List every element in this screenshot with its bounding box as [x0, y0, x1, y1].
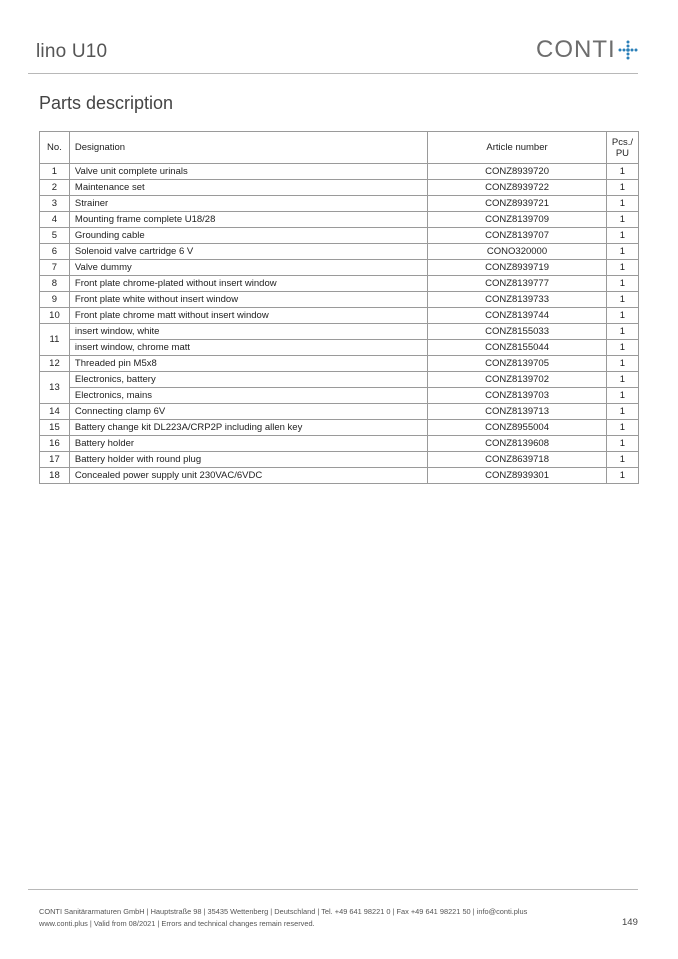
- cell-designation: Battery holder with round plug: [69, 452, 427, 468]
- cell-pcs: 1: [606, 196, 638, 212]
- cell-pcs: 1: [606, 276, 638, 292]
- cell-no: 17: [40, 452, 70, 468]
- cell-article-number: CONZ8139709: [428, 212, 607, 228]
- parts-table: [39, 131, 639, 484]
- cell-pcs: 1: [606, 260, 638, 276]
- cell-no: 4: [40, 212, 70, 228]
- cell-no: 2: [40, 180, 70, 196]
- table-row: [40, 308, 639, 324]
- cell-no: 12: [40, 356, 70, 372]
- section-title: Parts description: [39, 93, 174, 113]
- table-row: [40, 436, 639, 452]
- cell-article-number: CONZ8155044: [428, 340, 607, 356]
- header-pcs-line1: Pcs./: [611, 136, 633, 148]
- table-row: [40, 212, 639, 228]
- cell-article-number: CONZ8139705: [428, 356, 607, 372]
- table-row: [40, 388, 639, 404]
- cell-designation: Solenoid valve cartridge 6 V: [69, 244, 427, 260]
- cell-no: 13: [40, 372, 70, 404]
- cell-no: 10: [40, 308, 70, 324]
- header-divider: [28, 73, 638, 74]
- cell-designation: Battery holder: [69, 436, 427, 452]
- cell-no: 18: [40, 468, 70, 484]
- cell-pcs: 1: [606, 180, 638, 196]
- cell-article-number: CONZ8139702: [428, 372, 607, 388]
- cell-pcs: 1: [606, 244, 638, 260]
- cell-pcs: 1: [606, 164, 638, 180]
- cell-pcs: 1: [606, 452, 638, 468]
- cell-pcs: 1: [606, 388, 638, 404]
- header-pcs-pu: [606, 132, 638, 164]
- page-number: 149: [622, 917, 638, 928]
- document-title: lino U10: [36, 41, 108, 62]
- cell-designation: Front plate chrome-plated without insert window: [69, 276, 427, 292]
- cell-pcs: 1: [606, 212, 638, 228]
- table-row: [40, 276, 639, 292]
- cell-pcs: 1: [606, 308, 638, 324]
- cell-pcs: 1: [606, 356, 638, 372]
- header-article-number: Article number: [428, 132, 607, 164]
- cell-designation: Battery change kit DL223A/CRP2P including allen key: [69, 420, 427, 436]
- cell-designation: insert window, white: [69, 324, 427, 340]
- table-row: [40, 292, 639, 308]
- cell-designation: Valve dummy: [69, 260, 427, 276]
- table-row: [40, 244, 639, 260]
- cell-article-number: CONZ8155033: [428, 324, 607, 340]
- table-row: [40, 420, 639, 436]
- cell-no: 11: [40, 324, 70, 356]
- table-row: [40, 372, 639, 388]
- cell-article-number: CONZ8639718: [428, 452, 607, 468]
- table-row: [40, 324, 639, 340]
- header-no: No.: [40, 132, 70, 164]
- table-row: [40, 404, 639, 420]
- footer-divider: [28, 889, 638, 890]
- cell-article-number: CONZ8139608: [428, 436, 607, 452]
- cell-designation: Electronics, battery: [69, 372, 427, 388]
- cell-designation: Connecting clamp 6V: [69, 404, 427, 420]
- table-row: [40, 164, 639, 180]
- cell-pcs: 1: [606, 292, 638, 308]
- cell-designation: Maintenance set: [69, 180, 427, 196]
- logo-text: CONTI: [536, 36, 616, 63]
- table-row: [40, 340, 639, 356]
- cell-pcs: 1: [606, 404, 638, 420]
- cell-article-number: CONZ8939722: [428, 180, 607, 196]
- cell-pcs: 1: [606, 324, 638, 340]
- table-row: [40, 196, 639, 212]
- cell-no: 15: [40, 420, 70, 436]
- cell-pcs: 1: [606, 468, 638, 484]
- cell-pcs: 1: [606, 436, 638, 452]
- cell-designation: Concealed power supply unit 230VAC/6VDC: [69, 468, 427, 484]
- cell-no: 5: [40, 228, 70, 244]
- cell-pcs: 1: [606, 340, 638, 356]
- footer-company-line: CONTI Sanitärarmaturen GmbH | Hauptstraße 98 | 35435 Wettenberg | Deutschland | Tel. +49 641 98221 0 | Fax +49 641 98221 50 | info@conti.plus: [39, 907, 528, 916]
- table-header-row: [40, 132, 639, 164]
- cell-article-number: CONO320000: [428, 244, 607, 260]
- cell-no: 14: [40, 404, 70, 420]
- cell-pcs: 1: [606, 228, 638, 244]
- cell-article-number: CONZ8939720: [428, 164, 607, 180]
- cell-article-number: CONZ8139744: [428, 308, 607, 324]
- table-row: [40, 356, 639, 372]
- cell-designation: Threaded pin M5x8: [69, 356, 427, 372]
- table-row: [40, 452, 639, 468]
- cell-article-number: CONZ8939719: [428, 260, 607, 276]
- table-row: [40, 260, 639, 276]
- cell-article-number: CONZ8139733: [428, 292, 607, 308]
- cell-no: 6: [40, 244, 70, 260]
- cell-no: 3: [40, 196, 70, 212]
- cell-designation: Strainer: [69, 196, 427, 212]
- table-row: [40, 468, 639, 484]
- footer-web-line: www.conti.plus | Valid from 08/2021 | Errors and technical changes remain reserved.: [39, 919, 315, 928]
- table-row: [40, 180, 639, 196]
- logo-cross-icon: [618, 40, 638, 60]
- cell-designation: Mounting frame complete U18/28: [69, 212, 427, 228]
- header-designation: Designation: [69, 132, 427, 164]
- cell-pcs: 1: [606, 372, 638, 388]
- cell-article-number: CONZ8955004: [428, 420, 607, 436]
- cell-article-number: CONZ8939301: [428, 468, 607, 484]
- table-row: [40, 228, 639, 244]
- cell-designation: Electronics, mains: [69, 388, 427, 404]
- cell-article-number: CONZ8139713: [428, 404, 607, 420]
- cell-designation: Front plate chrome matt without insert window: [69, 308, 427, 324]
- cell-designation: insert window, chrome matt: [69, 340, 427, 356]
- cell-article-number: CONZ8139777: [428, 276, 607, 292]
- cell-designation: Front plate white without insert window: [69, 292, 427, 308]
- cell-no: 8: [40, 276, 70, 292]
- header-pcs-line2: PU: [615, 147, 630, 159]
- cell-no: 1: [40, 164, 70, 180]
- cell-no: 7: [40, 260, 70, 276]
- cell-designation: Valve unit complete urinals: [69, 164, 427, 180]
- cell-article-number: CONZ8939721: [428, 196, 607, 212]
- cell-article-number: CONZ8139707: [428, 228, 607, 244]
- parts-table-body: [40, 164, 639, 484]
- cell-pcs: 1: [606, 420, 638, 436]
- cell-no: 9: [40, 292, 70, 308]
- conti-logo: [536, 36, 638, 64]
- cell-no: 16: [40, 436, 70, 452]
- cell-article-number: CONZ8139703: [428, 388, 607, 404]
- cell-designation: Grounding cable: [69, 228, 427, 244]
